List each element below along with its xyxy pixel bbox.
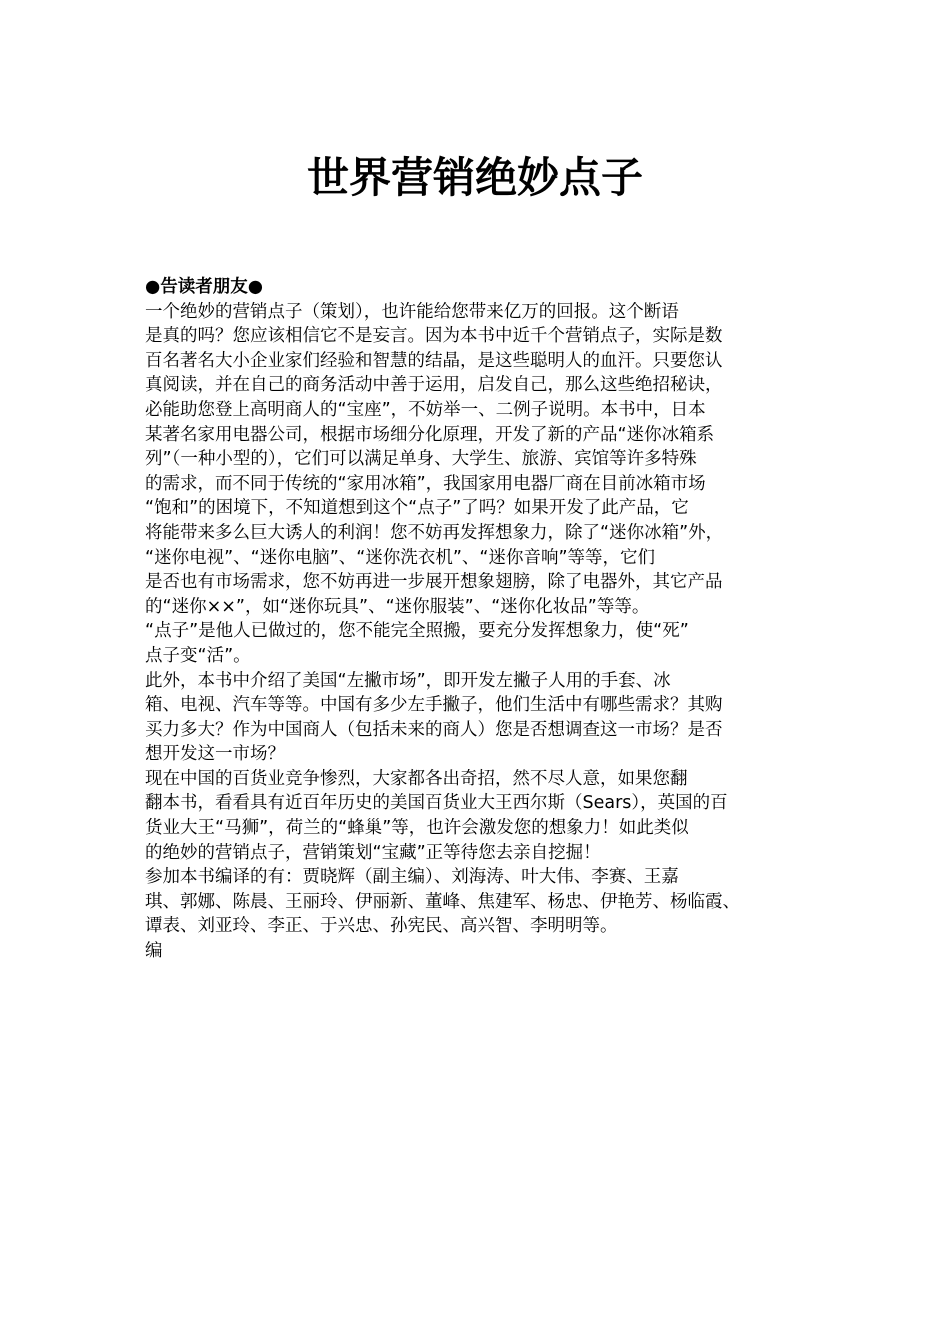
text-line: 列”（一种小型的），它们可以满足单身、大学生、旅游、宾馆等许多特殊	[145, 449, 697, 470]
text-line: 点子变“活”。	[145, 645, 251, 666]
text-line: 百名著名大小企业家们经验和智慧的结晶，是这些聪明人的血汗。只要您认	[145, 350, 723, 371]
text-line: 真阅读，并在自己的商务活动中善于运用，启发自己，那么这些绝招秘诀，	[145, 375, 723, 396]
text-line: 编	[145, 941, 163, 962]
text-line: 琪、郭娜、陈晨、王丽玲、伊丽新、董峰、焦建军、杨忠、伊艳芳、杨临霞、	[145, 891, 740, 912]
page-title: 世界营销绝妙点子	[306, 153, 643, 202]
text-line: 的绝妙的营销点子，营销策划“宝藏”正等待您去亲自挖掘！	[145, 842, 601, 863]
text-line: 必能助您登上高明商人的“宝座”，不妨举一、二例子说明。本书中，日本	[145, 399, 706, 420]
text-line: 一个绝妙的营销点子（策划），也许能给您带来亿万的回报。这个断语	[145, 301, 679, 322]
text-line: 翻本书，看看具有近百年历史的美国百货业大王西尔斯（Sears），英国的百	[145, 793, 728, 814]
text-line: 参加本书编译的有：贾晓辉（副主编）、刘海涛、叶大伟、李赛、王嘉	[145, 867, 679, 888]
text-line: 是真的吗？您应该相信它不是妄言。因为本书中近千个营销点子，实际是数	[145, 326, 723, 347]
text-line: 现在中国的百货业竞争惨烈，大家都各出奇招，然不尽人意，如果您翻	[145, 768, 688, 789]
text-line: 是否也有市场需求，您不妨再进一步展开想象翅膀，除了电器外，其它产品	[145, 572, 723, 593]
text-line: 某著名家用电器公司，根据市场细分化原理，开发了新的产品“迷你冰箱系	[145, 424, 715, 445]
section-heading: ●告读者朋友●	[145, 277, 264, 297]
text-line: 谭表、刘亚玲、李正、于兴忠、孙宪民、高兴智、李明明等。	[145, 916, 618, 937]
text-line: 将能带来多么巨大诱人的利润！您不妨再发挥想象力，除了“迷你冰箱”外，	[145, 522, 724, 543]
text-line: “点子”是他人已做过的，您不能完全照搬，要充分发挥想象力，使“死”	[145, 621, 689, 642]
text-line: 的需求，而不同于传统的“家用冰箱”，我国家用电器厂商在目前冰箱市场	[145, 473, 706, 494]
text-line: 此外，本书中介绍了美国“左撇市场”，即开发左撇子人用的手套、冰	[145, 670, 671, 691]
text-line: 箱、电视、汽车等等。中国有多少左手撇子，他们生活中有哪些需求？其购	[145, 695, 723, 716]
text-line: 的“迷你××”，如“迷你玩具”、“迷你服装”、“迷你化妆品”等等。	[145, 596, 650, 617]
text-line: 想开发这一市场？	[145, 744, 285, 765]
text-line: 买力多大？作为中国商人（包括未来的商人）您是否想调查这一市场？是否	[145, 719, 723, 740]
text-line: “迷你电视”、“迷你电脑”、“迷你洗衣机”、“迷你音响”等等，它们	[145, 547, 656, 568]
document-body	[145, 275, 795, 964]
text-line: “饱和”的困境下，不知道想到这个“点子”了吗？如果开发了此产品，它	[145, 498, 689, 519]
text-line: 货业大王“马狮”，荷兰的“蜂巢”等，也许会激发您的想象力！如此类似	[145, 818, 689, 839]
